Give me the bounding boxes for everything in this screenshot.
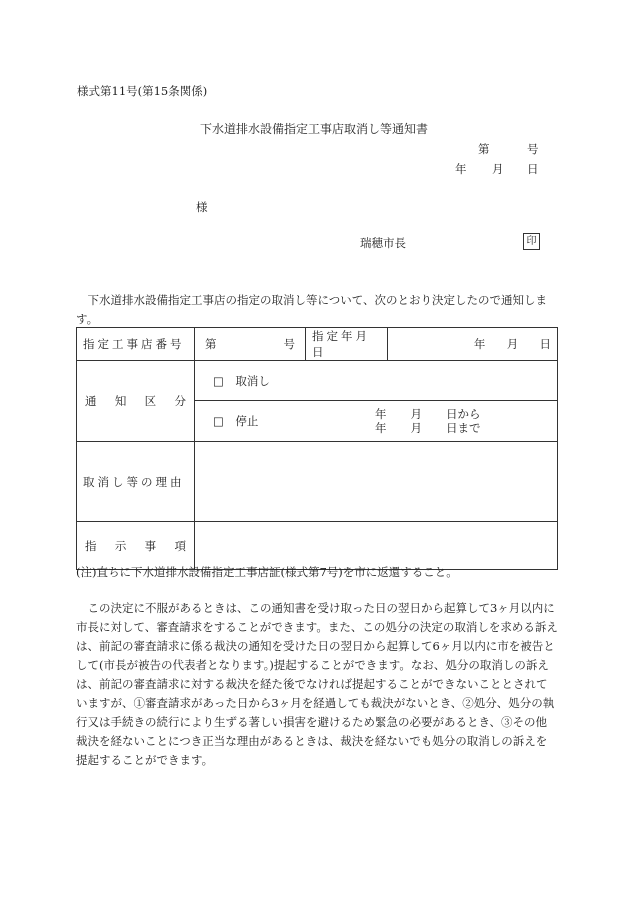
- option-suspend-cell: [195, 401, 558, 442]
- ref-dai: 第: [478, 142, 490, 156]
- designation-year: 年: [473, 337, 486, 351]
- instructions-cell: [195, 522, 558, 570]
- addressee-suffix: 様: [196, 200, 208, 214]
- intro-text: 下水道排水設備指定工事店の指定の取消し等について、次のとおり決定したので通知します。: [76, 293, 548, 326]
- option-suspend: □ 停止: [213, 414, 259, 428]
- appeal-text: この決定に不服があるときは、この通知書を受け取った日の翌日から起算して3ヶ月以内に市長に対して、審査請求をすることができます。また、この処分の決定の取消しを求める訴えは、前記の審査請求に係る裁決の通知を受けた日の翌日から起算して6ヶ月以内に市を被告として(市長が被告の代表者となります。)提起することができます。なお、処分の取消しの訴えは、前記の審査請求に対する裁決を経た後でなければ提起することができないこととされていますが、①審査請求があった日から3ヶ月を経過しても裁決がないとき、②処分、処分の執行又は手続きの続行により生ずる著しい損害を避けるため緊急の必要があるとき、③その他裁決を経ないことにつき正当な理由があるときは、裁決を経ないでも処分の取消しの訴えを提起することができます。: [76, 601, 558, 767]
- note-text: (注)直ちに下水道排水設備指定工事店証(様式第7号)を市に返還すること。: [76, 565, 458, 579]
- seal-box: 印: [523, 233, 540, 250]
- store-number-dai: 第: [205, 337, 217, 351]
- label-store-number: 指定工事店番号: [77, 328, 195, 361]
- row-store-number: [77, 328, 558, 361]
- suspend-from: 年 月 日から: [375, 407, 481, 421]
- reason-cell: [195, 442, 558, 522]
- date-year: 年: [455, 162, 467, 176]
- document-title: 下水道排水設備指定工事店取消し等通知書: [200, 122, 429, 136]
- store-number-cell: [195, 328, 306, 361]
- label-reason: 取消し等の理由: [77, 442, 195, 522]
- label-instructions: 指 示 事 項: [77, 522, 195, 570]
- issuer: 瑞穂市長: [360, 236, 406, 250]
- ref-gou: 号: [527, 142, 539, 156]
- suspend-to: 年 月 日まで: [375, 421, 481, 435]
- label-designation-date: 指定年月日: [306, 328, 388, 361]
- notice-table: [76, 327, 558, 570]
- row-option-cancel: [77, 361, 558, 401]
- row-instructions: [77, 522, 558, 570]
- designation-date-cell: [388, 328, 558, 361]
- store-number-gou: 号: [283, 337, 295, 351]
- designation-month: 月: [506, 337, 519, 351]
- option-cancel: □ 取消し: [195, 361, 558, 401]
- label-notice-type: 通 知 区 分: [77, 361, 195, 442]
- date-day: 日: [527, 162, 539, 176]
- date-month: 月: [492, 162, 504, 176]
- designation-day: 日: [539, 337, 551, 351]
- row-reason: [77, 442, 558, 522]
- form-number: 様式第11号(第15条関係): [77, 84, 208, 98]
